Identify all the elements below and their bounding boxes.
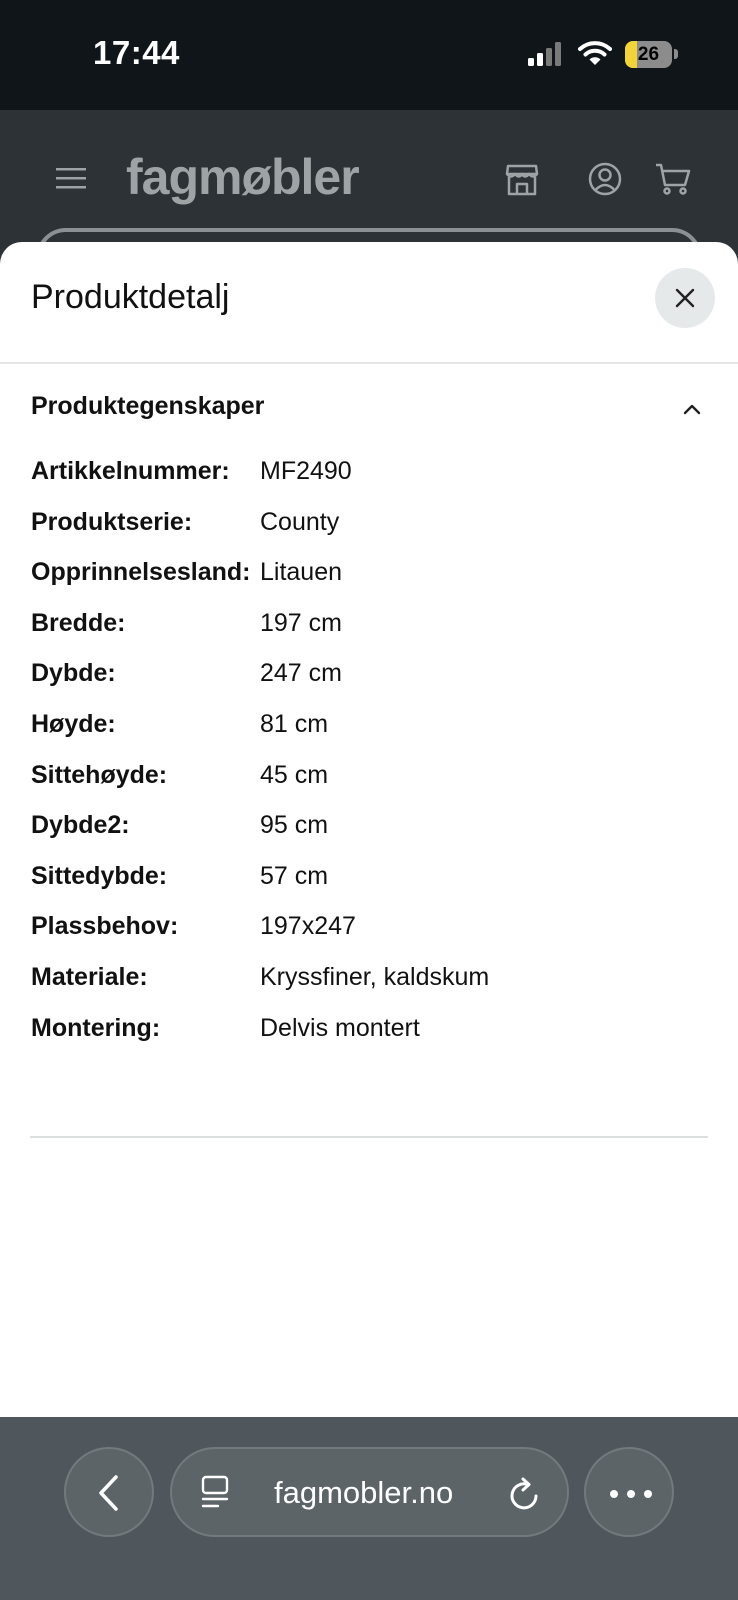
property-row	[31, 953, 711, 1004]
property-label: Høyde:	[31, 709, 116, 738]
browser-toolbar	[0, 1417, 738, 1600]
sheet-title: Produktdetalj	[31, 278, 230, 316]
property-row	[31, 751, 711, 802]
chevron-left-icon	[94, 1473, 124, 1513]
site-logo[interactable]: fagmøbler	[126, 149, 359, 205]
section-divider	[30, 1136, 708, 1138]
url-text[interactable]: fagmobler.no	[274, 1475, 454, 1510]
property-list	[31, 447, 711, 1054]
property-value: 247 cm	[260, 659, 342, 688]
more-button[interactable]	[584, 1447, 674, 1537]
property-value: 81 cm	[260, 709, 329, 738]
section-title[interactable]: Produktegenskaper	[31, 392, 265, 420]
menu-icon[interactable]	[56, 168, 86, 195]
property-value: 95 cm	[260, 811, 329, 840]
account-icon[interactable]	[588, 162, 622, 201]
wifi-icon	[578, 40, 612, 71]
property-row	[31, 599, 711, 650]
property-label: Montering:	[31, 1013, 161, 1042]
close-icon	[674, 287, 696, 309]
property-row	[31, 498, 711, 549]
property-row	[31, 447, 711, 498]
property-label: Plassbehov:	[31, 912, 179, 941]
address-bar[interactable]	[170, 1447, 569, 1537]
property-value: 57 cm	[260, 861, 329, 890]
property-value: 45 cm	[260, 760, 329, 789]
close-button[interactable]	[655, 268, 715, 328]
property-row	[31, 1004, 711, 1055]
property-label: Sittehøyde:	[31, 760, 168, 789]
store-icon[interactable]	[505, 162, 539, 201]
site-header	[0, 110, 738, 260]
signal-icon	[528, 42, 564, 71]
more-icon	[609, 1489, 653, 1499]
property-row	[31, 902, 711, 953]
status-time: 17:44	[93, 34, 180, 71]
back-button[interactable]	[64, 1447, 154, 1537]
property-row	[31, 801, 711, 852]
property-value: Kryssfiner, kaldskum	[260, 962, 490, 991]
battery-icon	[625, 41, 673, 67]
property-value: Delvis montert	[260, 1013, 420, 1042]
property-value: County	[260, 507, 340, 536]
property-row	[31, 700, 711, 751]
sheet-divider	[0, 362, 738, 364]
property-row	[31, 548, 711, 599]
status-bar	[0, 0, 738, 110]
property-label: Dybde:	[31, 659, 116, 688]
product-detail-sheet	[0, 242, 738, 1417]
property-label: Bredde:	[31, 608, 126, 637]
battery-level: 26	[637, 44, 660, 65]
property-label: Produktserie:	[31, 507, 193, 536]
property-label: Dybde2:	[31, 811, 130, 840]
cart-icon[interactable]	[655, 162, 691, 201]
property-value: Litauen	[260, 558, 343, 587]
property-label: Artikkelnummer:	[31, 457, 230, 485]
property-label: Materiale:	[31, 962, 148, 991]
property-row	[31, 852, 711, 903]
property-value: 197x247	[260, 912, 356, 941]
reload-icon[interactable]	[508, 1476, 542, 1517]
property-label: Opprinnelsesland:	[31, 558, 251, 587]
property-value: MF2490	[260, 457, 352, 485]
property-value: 197 cm	[260, 608, 342, 637]
chevron-up-icon[interactable]	[683, 402, 701, 420]
property-row	[31, 649, 711, 700]
reader-icon[interactable]	[200, 1475, 230, 1514]
property-label: Sittedybde:	[31, 861, 168, 890]
